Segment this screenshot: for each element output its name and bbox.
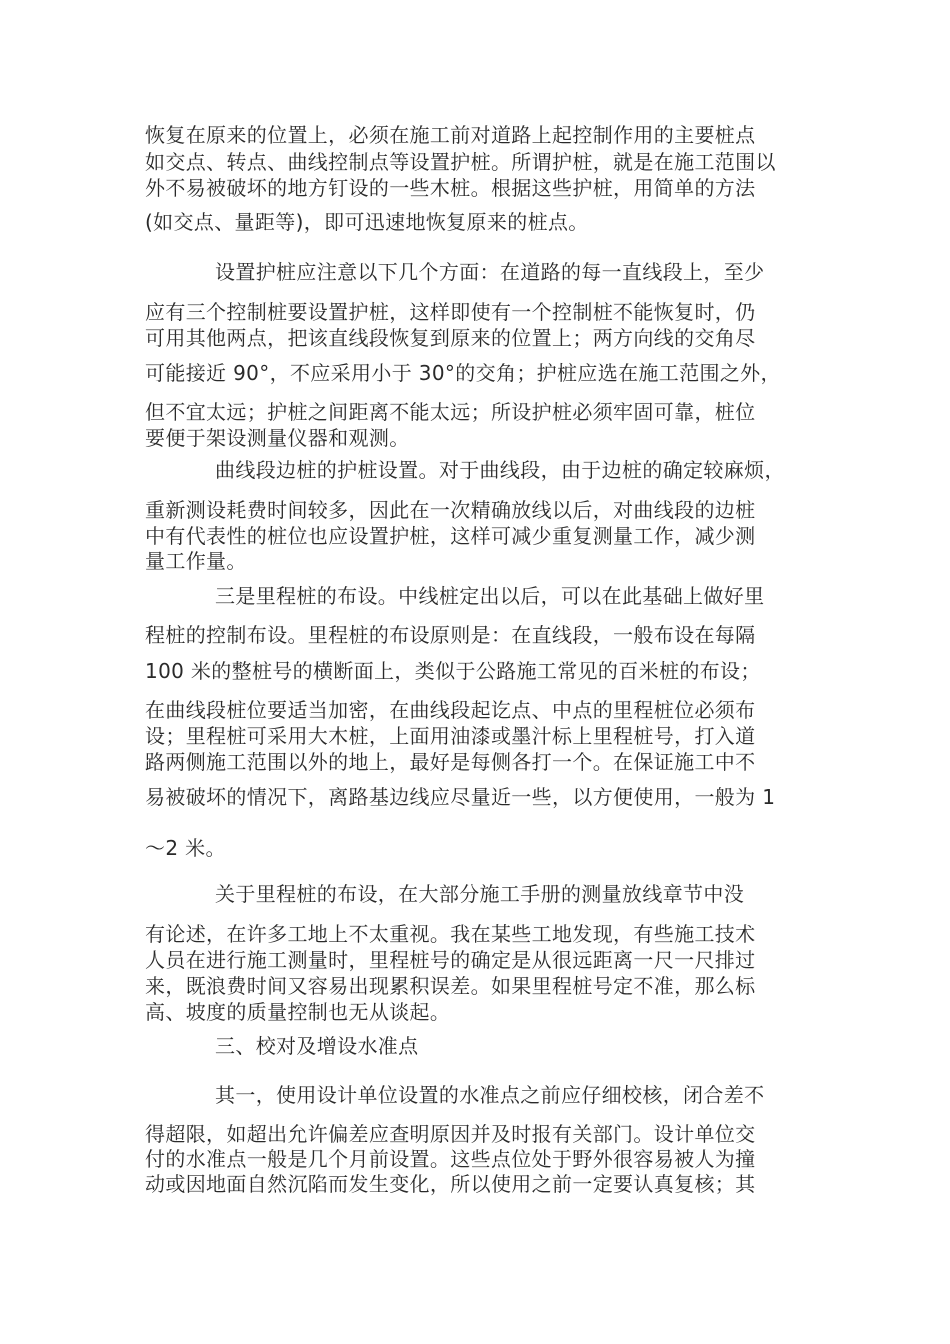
paragraph-start-line: 曲线段边桩的护桩设置。对于曲线段，由于边桩的确定较麻烦，	[215, 458, 785, 482]
text-line: 路两侧施工范围以外的地上，最好是每侧各打一个。在保证施工中不	[145, 750, 756, 774]
text-line: 恢复在原来的位置上，必须在施工前对道路上起控制作用的主要桩点	[145, 123, 756, 147]
text-line: 量工作量。	[145, 549, 247, 573]
text-line: 可用其他两点，把该直线段恢复到原来的位置上；两方向线的交角尽	[145, 326, 756, 350]
text-line: 如交点、转点、曲线控制点等设置护桩。所谓护桩，就是在施工范围以	[145, 150, 776, 174]
text-line: 高、坡度的质量控制也无从谈起。	[145, 1000, 451, 1024]
paragraph-start-line: 其一，使用设计单位设置的水准点之前应仔细校核，闭合差不	[215, 1083, 765, 1107]
text-line: 中有代表性的桩位也应设置护桩，这样可减少重复测量工作，减少测	[145, 524, 756, 548]
text-line: 得超限，如超出允许偏差应查明原因并及时报有关部门。设计单位交	[145, 1122, 756, 1146]
paragraph-start-line: 设置护桩应注意以下几个方面：在道路的每一直线段上，至少	[215, 260, 765, 284]
text-line: 重新测设耗费时间较多，因此在一次精确放线以后，对曲线段的边桩	[145, 498, 756, 522]
text-line: 付的水准点一般是几个月前设置。这些点位处于野外很容易被人为撞	[145, 1147, 756, 1171]
text-line: 在曲线段桩位要适当加密，在曲线段起讫点、中点的里程桩位必须布	[145, 698, 756, 722]
text-line: 来，既浪费时间又容易出现累积误差。如果里程桩号定不准，那么标	[145, 974, 756, 998]
text-line: 程桩的控制布设。里程桩的布设原则是：在直线段，一般布设在每隔	[145, 623, 756, 647]
section-heading: 三、校对及增设水准点	[215, 1034, 419, 1058]
text-line: 设；里程桩可采用大木桩，上面用油漆或墨汁标上里程桩号，打入道	[145, 724, 756, 748]
text-line: 动或因地面自然沉陷而发生变化，所以使用之前一定要认真复核；其	[145, 1172, 756, 1196]
text-line: 可能接近 90°，不应采用小于 30°的交角；护桩应选在施工范围之外，	[145, 361, 781, 385]
paragraph-start-line: 关于里程桩的布设，在大部分施工手册的测量放线章节中没	[215, 882, 745, 906]
text-line: ～2 米。	[145, 836, 226, 860]
paragraph-start-line: 三是里程桩的布设。中线桩定出以后，可以在此基础上做好里	[215, 584, 765, 608]
text-line: 外不易被破坏的地方钉设的一些木桩。根据这些护桩，用简单的方法	[145, 176, 756, 200]
text-line: (如交点、量距等)，即可迅速地恢复原来的桩点。	[145, 210, 589, 234]
text-line: 应有三个控制桩要设置护桩，这样即使有一个控制桩不能恢复时，仍	[145, 300, 756, 324]
text-line: 但不宜太远；护桩之间距离不能太远；所设护桩必须牢固可靠，桩位	[145, 400, 756, 424]
text-line: 易被破坏的情况下，离路基边线应尽量近一些，以方便使用，一般为 1	[145, 785, 776, 809]
text-line: 100 米的整桩号的横断面上，类似于公路施工常见的百米桩的布设；	[145, 659, 761, 683]
text-line: 要便于架设测量仪器和观测。	[145, 426, 410, 450]
text-line: 人员在进行施工测量时，里程桩号的确定是从很远距离一尺一尺排过	[145, 948, 756, 972]
text-line: 有论述，在许多工地上不太重视。我在某些工地发现，有些施工技术	[145, 922, 756, 946]
